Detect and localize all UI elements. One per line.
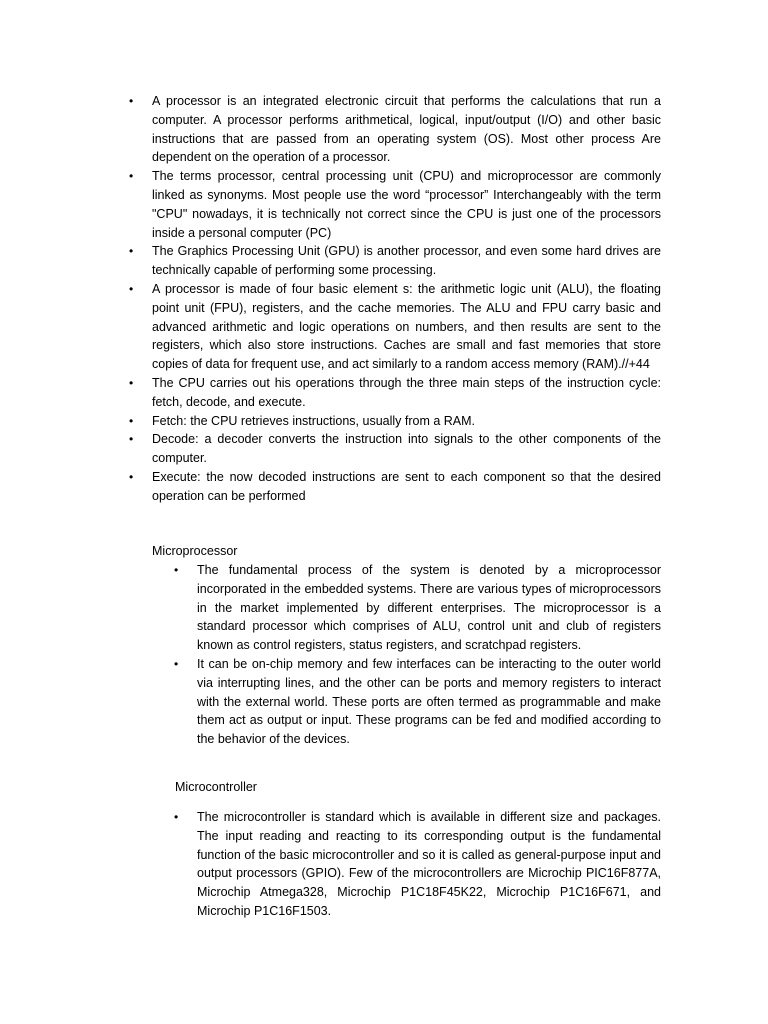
microcontroller-bullet-list	[174, 808, 661, 921]
list-item	[174, 808, 661, 921]
bullet-icon: •	[129, 94, 134, 108]
list-item	[129, 92, 661, 167]
microcontroller-heading: Microcontroller	[175, 780, 257, 794]
bullet-icon: •	[174, 810, 179, 824]
processor-bullet-list	[129, 92, 661, 506]
microprocessor-bullet-list	[174, 561, 661, 749]
list-item-text: It can be on-chip memory and few interfaces can be interacting to the outer world via interrupting lines, and the other can be ports and memory registers to interact with the external world. These ports are often termed as programmable and make them act as output or input. These programs can be fed and modified according to the behavior of the devices.	[197, 656, 661, 747]
list-item-text: A processor is made of four basic element s: the arithmetic logic unit (ALU), the floating point unit (FPU), registers, and the cache memories. The ALU and FPU carry basic and advanced arithmetic and logic operations on numbers, and then results are sent to the registers, which also store instructions. Caches are small and fast memories that store copies of data for frequent use, and act similarly to a random access memory (RAM).//+44	[152, 281, 661, 372]
bullet-icon: •	[129, 375, 134, 390]
list-item-text: The microcontroller is standard which is available in different size and packages. The input reading and reacting to its corresponding output is the fundamental function of the basic microcontroller and so it is called as general-purpose input and output processors (GPIO). Few of the microcontrollers are Microchip PIC16F877A, Microchip Atmega328, Microchip P1C18F45K22, Microchip P1C16F671, and Microchip P1C16F1503.	[197, 810, 661, 918]
list-item	[129, 374, 661, 412]
list-item-text: The fundamental process of the system is denoted by a microprocessor incorporated in the embedded systems. There are various types of microprocessors in the market implemented by different enterprises. The microprocessor is a standard processor which comprises of ALU, control unit and club of registers known as control registers, status registers, and scratchpad registers.	[197, 563, 661, 653]
list-item	[129, 430, 661, 468]
bullet-icon: •	[129, 432, 134, 447]
list-item	[129, 412, 661, 431]
list-item-text: Execute: the now decoded instructions are sent to each component so that the desired operation can be performed	[152, 469, 661, 503]
bullet-icon: •	[129, 469, 134, 484]
list-item	[129, 167, 661, 242]
list-item	[129, 242, 661, 280]
bullet-icon: •	[129, 169, 134, 184]
list-item-text: Fetch: the CPU retrieves instructions, usually from a RAM.	[152, 413, 476, 428]
list-item-text: A processor is an integrated electronic circuit that performs the calculations that run a computer. A processor performs arithmetical, logical, input/output (I/O) and other basic instructions that are passed from an operating system (OS). Most other process Are dependent on the operation of a processor.	[152, 94, 661, 165]
bullet-icon: •	[129, 281, 134, 296]
list-item-text: The terms processor, central processing unit (CPU) and microprocessor are commonly linked as synonyms. Most people use the word “processor” Interchangeably with the term "CPU" nowadays, it is technically not correct since the CPU is just one of the processors inside a personal computer (PC)	[152, 169, 661, 240]
list-item-text: The CPU carries out his operations through the three main steps of the instruction cycle: fetch, decode, and execute.	[152, 375, 661, 409]
list-item	[129, 468, 661, 506]
list-item-text: The Graphics Processing Unit (GPU) is another processor, and even some hard drives are technically capable of performing some processing.	[152, 244, 661, 278]
list-item	[129, 280, 661, 374]
microprocessor-heading: Microprocessor	[152, 544, 238, 558]
bullet-icon: •	[129, 244, 134, 259]
bullet-icon: •	[129, 413, 134, 428]
list-item-text: Decode: a decoder converts the instruction into signals to the other components of the computer.	[152, 432, 661, 466]
bullet-icon: •	[174, 563, 179, 577]
list-item	[174, 561, 661, 655]
list-item	[174, 655, 661, 749]
bullet-icon: •	[174, 656, 179, 671]
